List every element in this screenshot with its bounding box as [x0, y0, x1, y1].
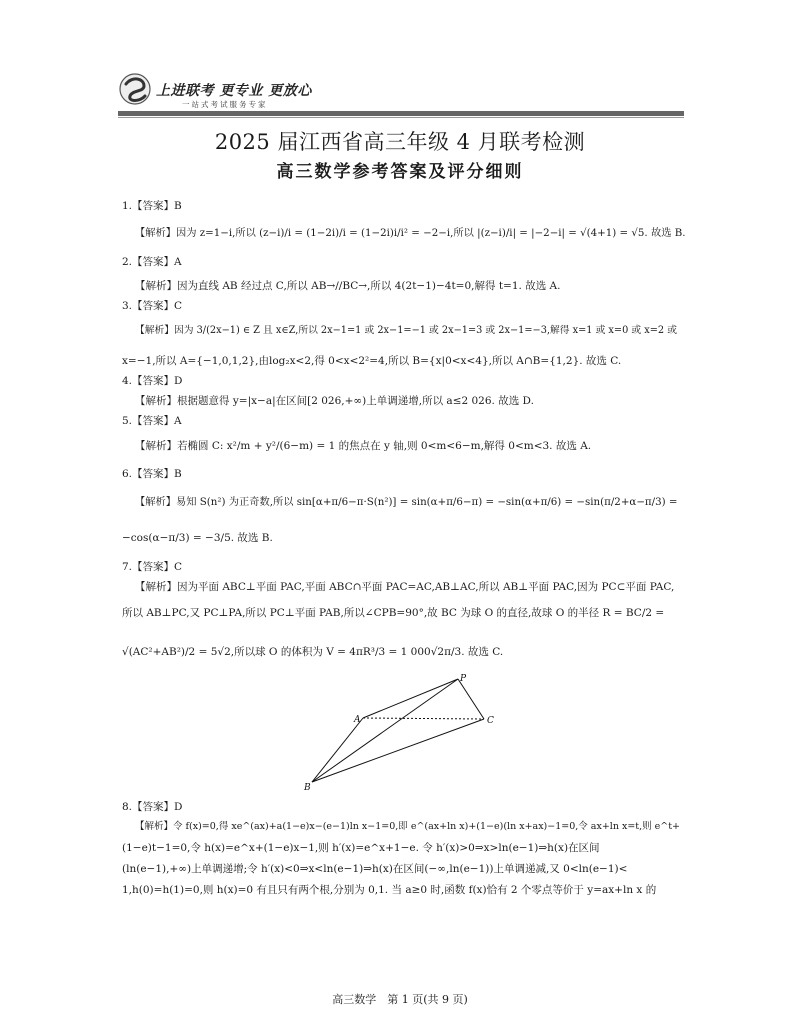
q8-analysis-line2: (1−e)t−1=0,令 h(x)=e^x+(1−e)x−1,则 h′(x)=e^x+1−e. 令 h′(x)>0⇒x>ln(e−1)⇒h(x)在区间: [122, 842, 600, 854]
q4-answer-text: 【答案】D: [132, 375, 183, 387]
q6-answer-text: 【答案】B: [132, 468, 182, 480]
q2-answer-text: 【答案】A: [132, 256, 182, 268]
q8-number: 8.: [122, 801, 133, 813]
q1-number: 1.: [122, 200, 133, 212]
q7-analysis-line1: 【解析】因为平面 ABC⊥平面 PAC,平面 ABC∩平面 PAC=AC,AB⊥AC,所以 AB⊥平面 PAC,因为 PC⊂平面 PAC,: [135, 581, 675, 593]
q5-analysis: 【解析】若椭圆 C: x²/m + y²/(6−m) = 1 的焦点在 y 轴,则 0<m<6−m,解得 0<m<3. 故选 A.: [135, 440, 592, 452]
page-subtitle: 高三数学参考答案及评分细则: [276, 162, 524, 182]
q5-answer-text: 【答案】A: [132, 415, 182, 427]
edge-BC: [312, 719, 484, 782]
q2-answer: [122, 255, 182, 269]
header-rule-thin: [118, 117, 684, 118]
q6-number: 6.: [122, 468, 133, 480]
edge-AC-dashed: [363, 718, 484, 719]
q4-number: 4.: [122, 375, 133, 387]
q5-answer: [122, 414, 182, 428]
q7-answer: [122, 560, 182, 574]
q8-analysis-line4: 1,h(0)=h(1)=0,则 h(x)=0 有且只有两个根,分别为 0,1. 当 a≥0 时,函数 f(x)恰有 2 个零点等价于 y=ax+ln x 的: [122, 884, 657, 896]
tetrahedron-figure: [300, 672, 500, 797]
logo-tagline: 一站式考试服务专家: [182, 100, 268, 109]
header-rule: [118, 111, 684, 116]
q5-number: 5.: [122, 415, 133, 427]
edge-PC: [458, 679, 484, 719]
label-P: P: [460, 674, 467, 684]
page-footer: 高三数学 第 1 页(共 9 页): [332, 993, 468, 1006]
q3-answer: [122, 299, 182, 313]
q6-analysis-line2: −cos(α−π/3) = −3/5. 故选 B.: [122, 532, 273, 544]
q2-analysis: 【解析】因为直线 AB 经过点 C,所以 AB→//BC→,所以 4(2t−1)−4t=0,解得 t=1. 故选 A.: [135, 280, 561, 292]
q1-analysis: 【解析】因为 z=1−i,所以 (z−i)/i = (1−2i)/i = (1−2i)i/i² = −2−i,所以 |(z−i)/i| = |−2−i| = √(4+1) = √5. 故选 B.: [135, 227, 686, 239]
label-C: C: [487, 716, 494, 726]
label-A: A: [354, 715, 361, 725]
page-title: 2025 届江西省高三年级 4 月联考检测: [214, 130, 586, 154]
q3-analysis-line2: x=−1,所以 A={−1,0,1,2},由log₂x<2,得 0<x<2²=4,所以 B={x|0<x<4},所以 A∩B={1,2}. 故选 C.: [122, 355, 622, 367]
q7-analysis-line3: √(AC²+AB²)/2 = 5√2,所以球 O 的体积为 V = 4πR³/3 = 1 000√2π/3. 故选 C.: [122, 646, 504, 658]
q8-analysis-line3: (ln(e−1),+∞)上单调递增;令 h′(x)<0⇒x<ln(e−1)⇒h(x)在区间(−∞,ln(e−1))上单调递减,又 0<ln(e−1)<: [122, 863, 628, 875]
q3-analysis-line1: 【解析】因为 3/(2x−1) ∈ Z 且 x∈Z,所以 2x−1=1 或 2x−1=−1 或 2x−1=3 或 2x−1=−3,解得 x=1 或 x=0 或 x=2 或: [135, 325, 677, 336]
q8-answer-text: 【答案】D: [132, 801, 183, 813]
q6-answer: [122, 467, 182, 481]
q6-analysis-line1: 【解析】易知 S(n²) 为正奇数,所以 sin[α+π/6−π·S(n²)] = sin(α+π/6−π) = −sin(α+π/6) = −sin(π/2+α−π/3) =: [135, 496, 678, 508]
label-B: B: [304, 783, 311, 793]
q3-answer-text: 【答案】C: [132, 300, 183, 312]
q7-answer-text: 【答案】C: [132, 561, 183, 573]
logo-slogan: 上进联考 更专业 更放心: [156, 83, 312, 99]
q8-analysis-line1: 【解析】令 f(x)=0,得 xe^(ax)+a(1−e)x−(e−1)ln x−1=0,即 e^(ax+ln x)+(1−e)(ln x+ax)−1=0,令 ax+ln x=t,则 e^t+: [135, 821, 681, 832]
q4-analysis: 【解析】根据题意得 y=|x−a|在区间[2 026,+∞)上单调递增,所以 a≤2 026. 故选 D.: [135, 395, 534, 407]
q3-number: 3.: [122, 300, 133, 312]
q2-number: 2.: [122, 256, 133, 268]
q7-analysis-line2: 所以 AB⊥PC,又 PC⊥PA,所以 PC⊥平面 PAB,所以∠CPB=90°,故 BC 为球 O 的直径,故球 O 的半径 R = BC/2 =: [122, 607, 665, 619]
q1-answer: [122, 199, 182, 213]
q1-answer-text: 【答案】B: [132, 200, 182, 212]
logo-swirl-icon: [118, 72, 152, 106]
q4-answer: [122, 374, 182, 388]
edge-BP: [312, 679, 458, 782]
q7-number: 7.: [122, 561, 133, 573]
q8-answer: [122, 800, 182, 814]
brand-logo: [118, 72, 318, 114]
